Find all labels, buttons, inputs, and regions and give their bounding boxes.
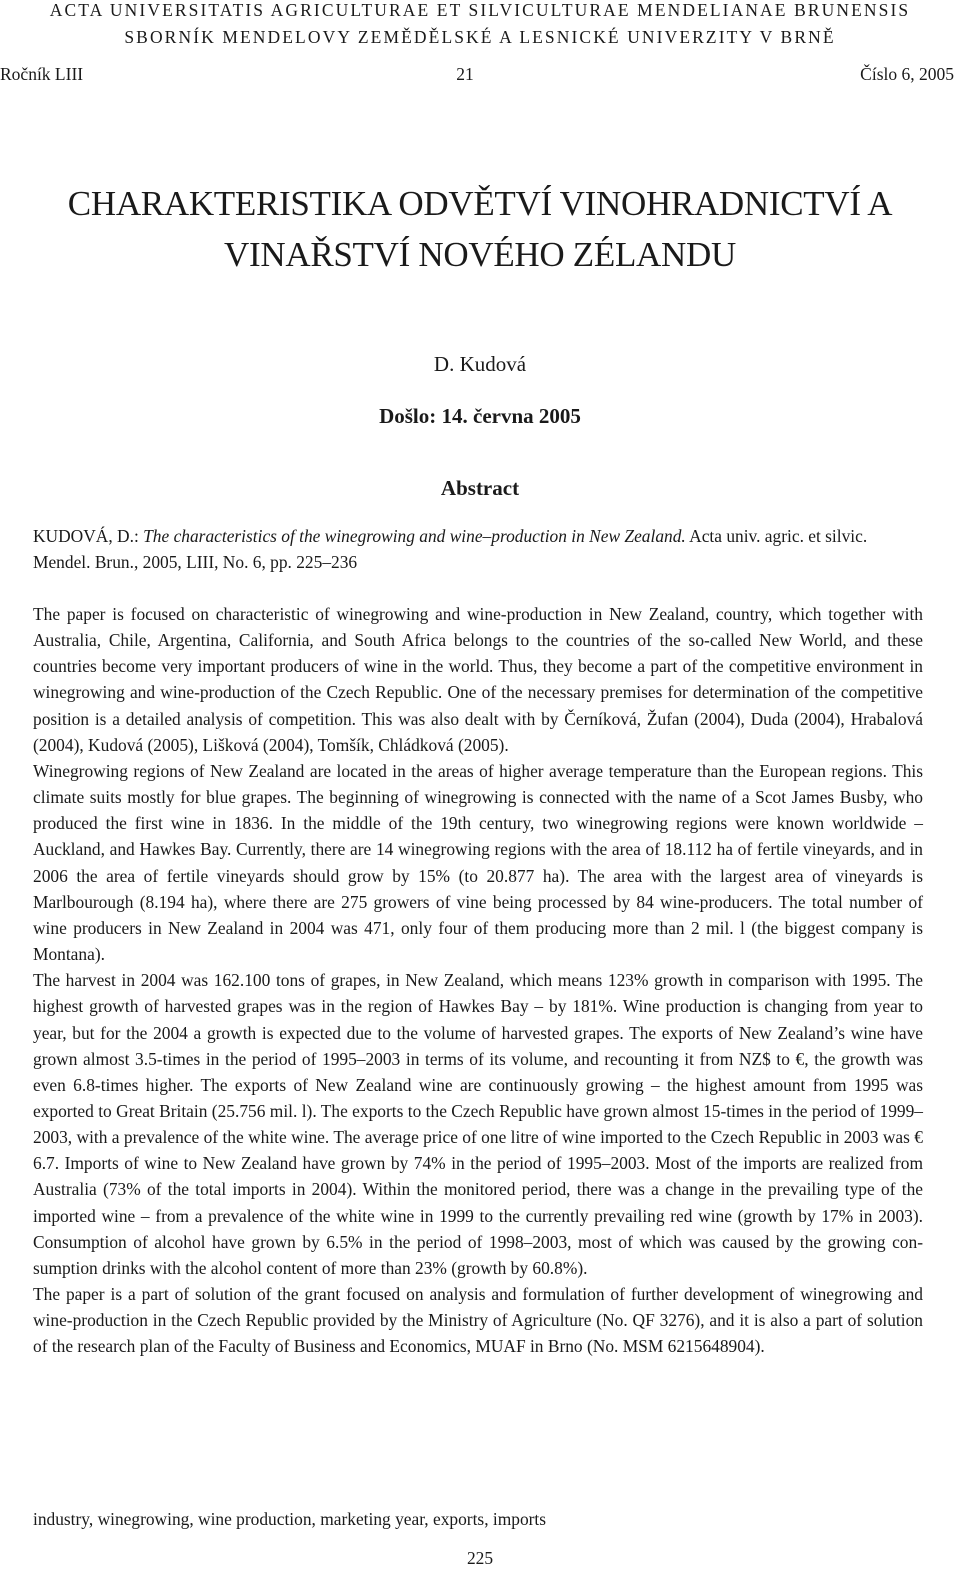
abstract-paragraph-1: The paper is focused on characteristic of winegrowing and wine-production in New Zealand, country, which together with Australia, Chile, Argentina, California, and South Africa belongs to the countries of the so-called New World, and these countries become very important producers of wine in the world. Thus, they become a part of the competitive environment in winegrowing and wine-production of the Czech Republic. One of the necessary premises for determination of the competitive position is a detailed analysis of competition. This was also dealt with by Černíková, Žufan (2004), Duda (2004), Hrabalová (2004), Kudová (2005), Lišková (2004), Tomšík, Chládková (2005). — [33, 604, 923, 755]
article-title — [0, 178, 960, 280]
journal-name-latin: ACTA UNIVERSITATIS AGRICULTURAE ET SILVICULTURAE MENDELIANAE BRUNENSIS — [49, 0, 911, 20]
abstract-body — [33, 601, 923, 1360]
volume-label: Ročník LIII — [0, 64, 84, 84]
citation — [33, 523, 923, 575]
received-date: Došlo: 14. června 2005 — [379, 404, 581, 428]
abstract-paragraph-2: Winegrowing regions of New Zealand are located in the areas of higher average temperature than the European regions. This climate suits mostly for blue grapes. The beginning of winegrowing is connected with the name of a Scot James Busby, who produced the first wine in 1836. In the middle of the 19th century, two winegrowing regions were known worldwide – Auckland, and Hawkes Bay. Currently, there are 14 winegrowing regions with the area of 18.112 ha of fertile vineyards, and in 2006 the area of fertile vineyards should grow by 15% (to 20.877 ha). The area with the largest area of vineyards is Marlbourough (8.194 ha), where there are 275 growers of vine being processed by 84 wine-producers. The total number of wine producers in New Zealand in 2004 was 471, only four of them producing more than 2 mil. l (the biggest company is Montana). — [33, 760, 923, 965]
article-title-line-2: VINAŘSTVÍ NOVÉHO ZÉLANDU — [224, 235, 736, 274]
abstract-paragraph-4: The paper is a part of solution of the grant focused on analysis and formulation of further development of winegrowing and wine-production in the Czech Republic provided by the Ministry of Agriculture (No. QF 3276), and it is also a part of solution of the research plan of the Faculty of Business and Economics, MUAF in Brno (No. MSM 6215648904). — [33, 1284, 923, 1357]
author-name: D. Kudová — [433, 352, 527, 376]
keywords: industry, winegrowing, wine production, marketing year, exports, imports — [33, 1509, 547, 1529]
citation-title: The characteristics of the winegrowing and wine–production in New Zealand. — [143, 526, 686, 546]
page-number: 225 — [466, 1548, 494, 1568]
issue-label: Číslo 6, 2005 — [860, 64, 954, 84]
volume-header — [0, 64, 956, 88]
abstract-paragraph-3: The harvest in 2004 was 162.100 tons of grapes, in New Zealand, which means 123% growth in comparison with 1995. The highest growth of harvested grapes was in the region of Hawkes Bay – by 181%. Wine production is changing from year to year, but for the 2004 a growth is expected due to the volume of harvested grapes. The exports of New Zealand’s wine have grown almost 3.5-times in the period of 1995–2003 in terms of its volume, and recounting it from NZ$ to €, the growth was even 6.8-times higher. The exports of New Zealand wine are continuously growing – the highest amount from 1995 was exported to Great Britain (25.756 mil. l). The exports to the Czech Republic have grown almost 15-times in the period of 1999–2003, with a prevalence of the white wine. The average price of one litre of wine imported to the Czech Republic in 2003 was € 6.7. Imports of wine to New Zealand have grown by 74% in the period of 1995–2003. Most of the imports are realized from Australia (73% of the total imports in 2004). Within the monitored period, there was a change in the prevailing type of the imported wine – from a prevalence of the white wine in 1999 to the currently prevailing red wine (growth by 17% in 2003). Consumption of alcohol have grown by 6.5% in the period of 1998–2003, most of which was caused by the growing consumption drinks with the alcohol content of more than 23% (growth by 60.8%). — [33, 970, 923, 1278]
citation-author: KUDOVÁ, D.: — [33, 526, 144, 546]
journal-name-czech: SBORNÍK MENDELOVY ZEMĚDĚLSKÉ A LESNICKÉ UNIVERZITY V BRNĚ — [124, 27, 836, 47]
issue-article-number: 21 — [456, 64, 474, 84]
citation-source: Acta univ. agric. et silvic. Mendel. Brun., 2005, LIII, No. 6, pp. 225–236 — [33, 526, 868, 572]
abstract-heading: Abstract — [440, 476, 520, 500]
article-title-line-1: CHARAKTERISTIKA ODVĚTVÍ VINOHRADNICTVÍ A — [67, 184, 893, 223]
